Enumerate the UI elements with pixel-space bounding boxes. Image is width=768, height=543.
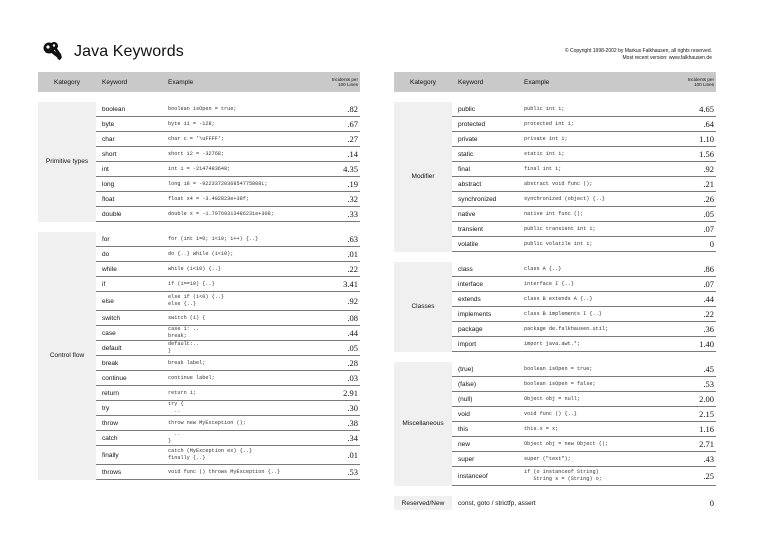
example-line: super ("text"); xyxy=(524,456,571,462)
incidents-value: 4.65 xyxy=(676,102,716,117)
example-code xyxy=(518,162,676,177)
example-line: if (i==10) {..} xyxy=(168,281,215,287)
keyword-cell: catch xyxy=(96,431,162,446)
example-line: throw new MyException (); xyxy=(168,420,246,426)
example-line: public transient int i; xyxy=(524,226,596,232)
incidents-value: .03 xyxy=(320,371,360,386)
spacer-cell xyxy=(38,222,360,233)
example-line: import java.awt.*; xyxy=(524,341,581,347)
example-code xyxy=(162,371,320,386)
example-line: while (i<10) {..} xyxy=(168,266,221,272)
keyword-cell: finally xyxy=(96,446,162,465)
header-incidents-line1: Incidents per xyxy=(687,76,714,82)
example-code xyxy=(162,356,320,371)
example-line: boolean isOpen = true; xyxy=(524,366,593,372)
incidents-value: .44 xyxy=(320,326,360,341)
incidents-value: .45 xyxy=(676,362,716,377)
example-code xyxy=(518,422,676,437)
spacer-cell xyxy=(394,92,716,102)
category-cell: Control flow xyxy=(38,232,96,480)
example-code xyxy=(162,446,320,465)
example-line: private int i; xyxy=(524,136,568,142)
incidents-value: .86 xyxy=(676,262,716,277)
keyword-cell: native xyxy=(452,207,518,222)
example-line: continue label; xyxy=(168,375,215,381)
example-code xyxy=(518,392,676,407)
keyword-cell: implements xyxy=(452,307,518,322)
keyword-cell: protected xyxy=(452,117,518,132)
group-spacer xyxy=(394,252,716,263)
keyword-cell: continue xyxy=(96,371,162,386)
incidents-value: .01 xyxy=(320,247,360,262)
page-title: Java Keywords xyxy=(74,43,184,60)
incidents-value: .22 xyxy=(676,307,716,322)
example-line: } xyxy=(168,438,172,444)
incidents-value: 1.56 xyxy=(676,147,716,162)
keyword-cell: throw xyxy=(96,416,162,431)
group-spacer xyxy=(38,222,360,233)
keyword-row xyxy=(394,102,716,117)
keyword-cell: instanceof xyxy=(452,467,518,486)
keyword-cell: int xyxy=(96,162,162,177)
incidents-value: .92 xyxy=(320,292,360,311)
keyword-cell: (false) xyxy=(452,377,518,392)
example-line: break label; xyxy=(168,360,206,366)
keyword-cell: boolean xyxy=(96,102,162,117)
table-header-row xyxy=(38,72,360,92)
keyword-cell: case xyxy=(96,326,162,341)
keyword-cell: for xyxy=(96,232,162,247)
incidents-value: 4.35 xyxy=(320,162,360,177)
incidents-value: 1.16 xyxy=(676,422,716,437)
category-cell: Primitive types xyxy=(38,102,96,222)
incidents-value: .92 xyxy=(676,162,716,177)
example-line: char c = '\uFFFF'; xyxy=(168,136,225,142)
header-example: Example xyxy=(162,72,320,92)
example-line: interface I {..} xyxy=(524,281,574,287)
incidents-value: .30 xyxy=(320,401,360,416)
keyword-cell: if xyxy=(96,277,162,292)
recent-version-text: Most recent version: www.falkhausen.de xyxy=(622,55,712,61)
incidents-value: .43 xyxy=(676,452,716,467)
example-line: synchronized (object) {..} xyxy=(524,196,605,202)
example-line: else {..} xyxy=(168,301,197,307)
example-code xyxy=(162,117,320,132)
example-code xyxy=(518,102,676,117)
example-line: native int func (); xyxy=(524,211,584,217)
example-code xyxy=(518,262,676,277)
incidents-value: 3.41 xyxy=(320,277,360,292)
header-category: Kategory xyxy=(38,72,96,92)
example-code xyxy=(518,207,676,222)
example-line: byte i1 = -128; xyxy=(168,121,215,127)
example-line: String s = (String) o; xyxy=(524,476,602,482)
incidents-value: .67 xyxy=(320,117,360,132)
category-cell: Miscellaneous xyxy=(394,362,452,486)
keyword-cell: package xyxy=(452,322,518,337)
example-code xyxy=(162,207,320,222)
keyword-cell: new xyxy=(452,437,518,452)
incidents-value: 1.10 xyxy=(676,132,716,147)
keyword-cell: import xyxy=(452,337,518,352)
keyword-cell: interface xyxy=(452,277,518,292)
example-code xyxy=(518,117,676,132)
keyword-cell: try xyxy=(96,401,162,416)
example-line: static int i; xyxy=(524,151,565,157)
incidents-value: .82 xyxy=(320,102,360,117)
incidents-value: .26 xyxy=(676,192,716,207)
example-line: do {..} while (i<10); xyxy=(168,251,234,257)
example-code xyxy=(518,362,676,377)
group-spacer xyxy=(394,486,716,497)
header-incidents-line2: 100 Lines xyxy=(694,82,714,87)
keyword-cell: volatile xyxy=(452,237,518,252)
keyword-cell: private xyxy=(452,132,518,147)
keyword-cell: long xyxy=(96,177,162,192)
incidents-value: .36 xyxy=(676,322,716,337)
incidents-value: .07 xyxy=(676,277,716,292)
incidents-value: 2.91 xyxy=(320,386,360,401)
keyword-cell: super xyxy=(452,452,518,467)
example-line: short i2 = -32768; xyxy=(168,151,225,157)
keyword-cell: abstract xyxy=(452,177,518,192)
example-code xyxy=(162,247,320,262)
example-line: protected int i; xyxy=(524,121,574,127)
keyword-cell: static xyxy=(452,147,518,162)
example-line: default:.. xyxy=(168,341,200,348)
example-line: return i; xyxy=(168,390,197,396)
incidents-value: .21 xyxy=(676,177,716,192)
example-code xyxy=(162,416,320,431)
incidents-value: .08 xyxy=(320,311,360,326)
example-code xyxy=(162,431,320,446)
header-incidents xyxy=(676,72,716,92)
incidents-value: .38 xyxy=(320,416,360,431)
example-line: public int i; xyxy=(524,106,565,112)
example-line: for (int i=0; i<10; i++) {..} xyxy=(168,236,259,242)
incidents-value: 0 xyxy=(709,498,714,508)
example-line: } xyxy=(168,348,172,354)
copyright-notice xyxy=(565,48,712,62)
example-code xyxy=(518,407,676,422)
incidents-value: .53 xyxy=(320,465,360,480)
spacer-cell xyxy=(394,252,716,263)
example-line: float x4 = -3.402823e+38f; xyxy=(168,196,249,202)
example-line: class B extends A {..} xyxy=(524,296,593,302)
spacer-cell xyxy=(394,352,716,363)
left-keyword-table xyxy=(38,72,360,480)
incidents-value: .33 xyxy=(320,207,360,222)
keyword-cell: this xyxy=(452,422,518,437)
example-line: case 1: .. xyxy=(168,326,200,333)
keyword-row xyxy=(394,262,716,277)
example-line: this.x = x; xyxy=(524,426,559,432)
incidents-value: .64 xyxy=(676,117,716,132)
example-code xyxy=(518,337,676,352)
keyword-cell: synchronized xyxy=(452,192,518,207)
category-cell: Reserved/New xyxy=(394,496,452,510)
incidents-value: .34 xyxy=(320,431,360,446)
example-code xyxy=(518,192,676,207)
header-keyword: Keyword xyxy=(452,72,518,92)
example-code xyxy=(518,222,676,237)
keyword-cell: do xyxy=(96,247,162,262)
keyword-cell: transient xyxy=(452,222,518,237)
example-code xyxy=(518,377,676,392)
example-code xyxy=(162,341,320,356)
example-line: boolean isOpen = false; xyxy=(524,381,596,387)
example-line: else if (i<0) {..} xyxy=(168,294,225,301)
example-code xyxy=(162,262,320,277)
keyword-cell: switch xyxy=(96,311,162,326)
example-line: void func () {..} xyxy=(524,411,577,417)
example-code xyxy=(162,192,320,207)
example-code xyxy=(162,401,320,416)
incidents-value: .32 xyxy=(320,192,360,207)
incidents-value: .53 xyxy=(676,377,716,392)
header-incidents-line1: Incidents per xyxy=(331,76,358,82)
example-code xyxy=(518,452,676,467)
keys-icon xyxy=(42,41,68,63)
header-incidents xyxy=(320,72,360,92)
spacer-cell xyxy=(38,92,360,102)
keyword-cell: short xyxy=(96,147,162,162)
example-line: boolean isOpen = true; xyxy=(168,106,237,112)
header-example: Example xyxy=(518,72,676,92)
keyword-cell: float xyxy=(96,192,162,207)
example-line: void func () throws MyException {..} xyxy=(168,469,281,475)
keyword-cell: void xyxy=(452,407,518,422)
example-code xyxy=(162,292,320,311)
keyword-cell: (true) xyxy=(452,362,518,377)
example-line: Object obj = new Object (); xyxy=(524,441,609,447)
incidents-value: .25 xyxy=(676,467,716,486)
incidents-value: 2.15 xyxy=(676,407,716,422)
category-cell: Modifier xyxy=(394,102,452,252)
example-line: catch (MyException ex) {..} xyxy=(168,448,253,455)
keyword-cell: final xyxy=(452,162,518,177)
example-line: final int i; xyxy=(524,166,562,172)
example-code xyxy=(518,277,676,292)
keyword-cell: class xyxy=(452,262,518,277)
header-keyword: Keyword xyxy=(96,72,162,92)
example-line: Object obj = null; xyxy=(524,396,581,402)
example-code xyxy=(162,177,320,192)
example-code xyxy=(518,467,676,486)
incidents-value: .27 xyxy=(320,132,360,147)
example-line: double x = -1.79769313486231e+308; xyxy=(168,211,274,217)
example-code xyxy=(162,386,320,401)
incidents-value: 0 xyxy=(676,237,716,252)
incidents-value: .44 xyxy=(676,292,716,307)
keyword-row xyxy=(38,102,360,117)
keyword-cell: break xyxy=(96,356,162,371)
example-code xyxy=(162,147,320,162)
example-line: int i = -2147483648; xyxy=(168,166,231,172)
example-code xyxy=(518,307,676,322)
example-code xyxy=(162,162,320,177)
example-line: package de.falkhausen.util; xyxy=(524,326,609,332)
header-category: Kategory xyxy=(394,72,452,92)
example-line: class A {..} xyxy=(524,266,562,272)
example-line: public volatile int i; xyxy=(524,241,593,247)
table-header-row xyxy=(394,72,716,92)
keyword-cell: public xyxy=(452,102,518,117)
keyword-cell: extends xyxy=(452,292,518,307)
incidents-value: .63 xyxy=(320,232,360,247)
example-code xyxy=(162,465,320,480)
keyword-cell: byte xyxy=(96,117,162,132)
category-cell: Classes xyxy=(394,262,452,352)
incidents-value: .01 xyxy=(320,446,360,465)
keyword-row xyxy=(394,362,716,377)
incidents-value: .07 xyxy=(676,222,716,237)
example-code xyxy=(518,237,676,252)
example-code xyxy=(518,132,676,147)
example-line: finally {..} xyxy=(168,455,206,461)
keyword-cell: const, goto / strictfp, assert xyxy=(458,499,536,507)
example-line: class B implements I {..} xyxy=(524,311,602,317)
example-line: .. xyxy=(168,408,181,414)
incidents-value: .28 xyxy=(320,356,360,371)
group-spacer xyxy=(38,92,360,102)
page-header xyxy=(42,40,184,64)
spacer-cell xyxy=(394,486,716,497)
copyright-text: © Copyright 1998-2002 by Markus Falkhausen, all rights reserved. xyxy=(564,48,712,54)
example-line: break; xyxy=(168,333,187,339)
keyword-cell: char xyxy=(96,132,162,147)
keyword-row xyxy=(38,232,360,247)
example-code xyxy=(162,277,320,292)
keyword-cell: throws xyxy=(96,465,162,480)
group-spacer xyxy=(394,352,716,363)
keyword-cell: (null) xyxy=(452,392,518,407)
keyword-cell: return xyxy=(96,386,162,401)
keyword-cell: double xyxy=(96,207,162,222)
incidents-value: 2.71 xyxy=(676,437,716,452)
keyword-row xyxy=(394,496,716,510)
keyword-cell: while xyxy=(96,262,162,277)
incidents-value: .05 xyxy=(676,207,716,222)
example-code xyxy=(518,322,676,337)
header-incidents-line2: 100 Lines xyxy=(338,82,358,87)
right-keyword-table xyxy=(394,72,716,510)
keyword-cell: default xyxy=(96,341,162,356)
example-code xyxy=(162,232,320,247)
keyword-cell: else xyxy=(96,292,162,311)
example-line: switch (i) { xyxy=(168,315,206,321)
example-code xyxy=(162,132,320,147)
example-code xyxy=(162,102,320,117)
example-code xyxy=(162,311,320,326)
example-line: try { xyxy=(168,401,184,408)
example-line: abstract void func (); xyxy=(524,181,593,187)
incidents-value: 2.00 xyxy=(676,392,716,407)
example-code xyxy=(162,326,320,341)
incidents-value: .19 xyxy=(320,177,360,192)
example-line: .. xyxy=(168,431,181,438)
example-code xyxy=(518,292,676,307)
example-line: long i8 = -9223372036854775808L; xyxy=(168,181,268,187)
example-code xyxy=(518,177,676,192)
example-code xyxy=(518,147,676,162)
group-spacer xyxy=(394,92,716,102)
incidents-value: 1.40 xyxy=(676,337,716,352)
incidents-value: .05 xyxy=(320,341,360,356)
example-code xyxy=(518,437,676,452)
example-line: if (o instanceof String) xyxy=(524,469,599,476)
incidents-value: .14 xyxy=(320,147,360,162)
incidents-value: .22 xyxy=(320,262,360,277)
